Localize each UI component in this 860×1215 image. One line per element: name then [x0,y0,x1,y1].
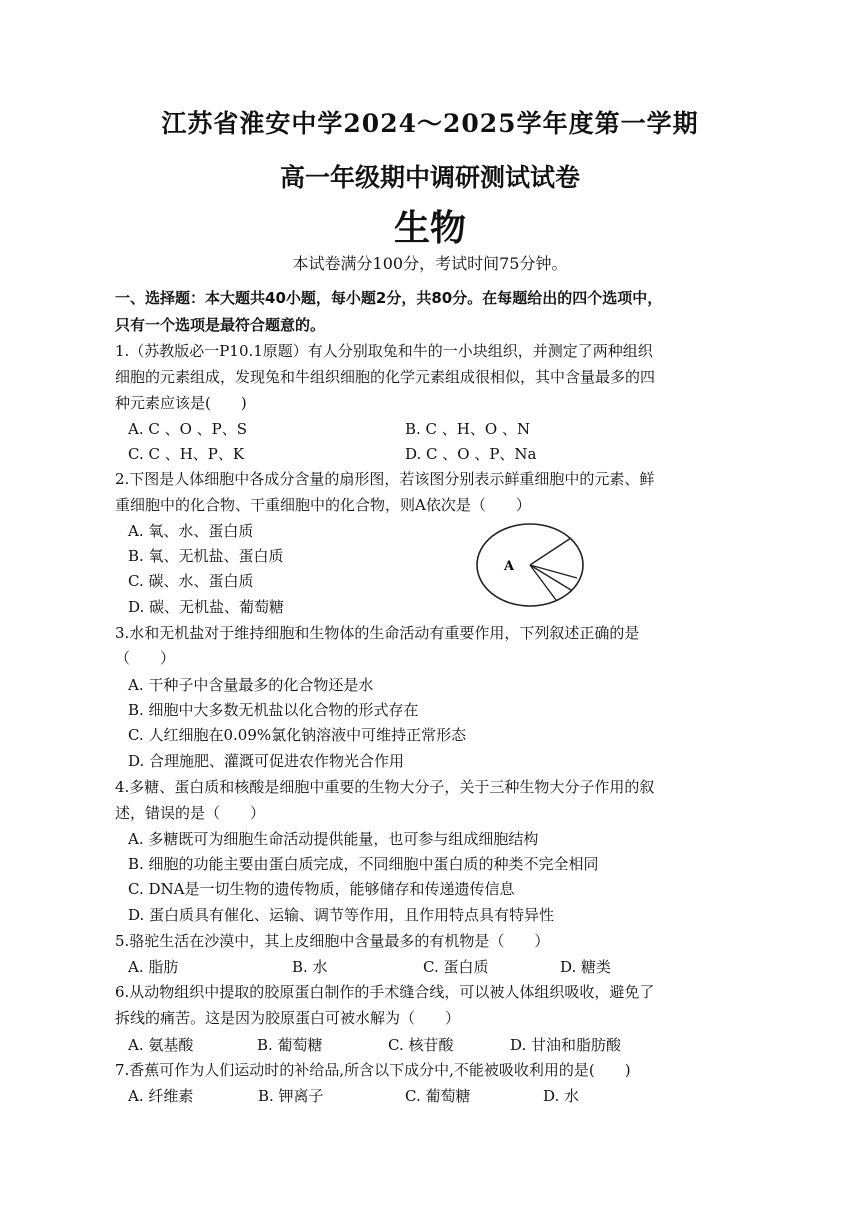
question-3-option-d: D. 合理施肥、灌溉可促进农作物光合作用 [128,752,405,770]
question-4-line-2: 述，错误的是（ ） [115,804,266,822]
exam-title: 高一年级期中调研测试试卷 [279,163,580,192]
question-7-option-b: B. 钾离子 [258,1087,324,1105]
question-1-option-b: B. C 、H、O 、N [405,420,531,438]
question-3-option-b: B. 细胞中大多数无机盐以化合物的形式存在 [128,701,419,719]
question-3-line-2: （ ） [115,649,176,667]
question-5-option-c: C. 蛋白质 [423,958,489,976]
question-2-option-c: C. 碳、水、蛋白质 [128,572,254,590]
question-6-option-d: D. 甘油和脂肪酸 [510,1036,622,1054]
question-2-option-a: A. 氧、水、蛋白质 [128,522,254,540]
pie-divider-4 [530,565,556,600]
question-2-line-2: 重细胞中的化合物、干重细胞中的化合物，则A依次是（ ） [115,496,531,514]
question-4-option-a: A. 多糖既可为细胞生命活动提供能量，也可参与组成细胞结构 [128,830,539,848]
question-7-option-c: C. 葡萄糖 [405,1087,471,1105]
question-7-line-1: 7.香蕉可作为人们运动时的补给品,所含以下成分中,不能被吸收利用的是( ) [115,1061,631,1079]
question-5-line-1: 5.骆驼生活在沙漠中，其上皮细胞中含量最多的有机物是（ ） [115,932,550,950]
question-7-option-d: D. 水 [543,1087,580,1105]
question-2-option-b: B. 氧、无机盐、蛋白质 [128,547,284,565]
question-5-option-a: A. 脂肪 [128,958,179,976]
question-4-option-d: D. 蛋白质具有催化、运输、调节等作用，且作用特点具有特异性 [128,906,555,924]
question-1-line-2: 细胞的元素组成，发现兔和牛组织细胞的化学元素组成很相似，其中含量最多的四 [115,368,656,386]
question-5-option-d: D. 糖类 [560,958,612,976]
question-2-option-d: D. 碳、无机盐、葡萄糖 [128,598,285,616]
question-6-option-a: A. 氨基酸 [128,1036,194,1054]
question-1-option-a: A. C 、O 、P、S [128,420,248,438]
question-3-option-a: A. 干种子中含量最多的化合物还是水 [128,676,374,694]
section-heading-line2: 只有一个选项是最符合题意的。 [115,316,326,334]
question-2-line-1: 2.下图是人体细胞中各成分含量的扇形图，若该图分别表示鲜重细胞中的元素、鲜 [115,470,655,488]
question-6-line-1: 6.从动物组织中提取的胶原蛋白制作的手术缝合线，可以被人体组织吸收，避免了 [115,983,655,1001]
question-3-option-c: C. 人红细胞在0.09%氯化钠溶液中可维持正常形态 [128,726,467,744]
pie-label-a: A [504,559,515,574]
school-term-title: 江苏省淮安中学2024～2025学年度第一学期 [161,109,699,138]
question-1-option-c: C. C 、H、P、K [128,445,245,463]
question-6-option-b: B. 葡萄糖 [257,1036,323,1054]
pie-chart-figure [476,522,586,608]
question-7-option-a: A. 纤维素 [128,1087,194,1105]
question-5-option-b: B. 水 [292,958,328,976]
question-4-line-1: 4.多糖、蛋白质和核酸是细胞中重要的生物大分子，关于三种生物大分子作用的叙 [115,778,655,796]
pie-divider-2 [530,565,577,578]
question-1-line-3: 种元素应该是( ) [115,394,247,412]
exam-info: 本试卷满分100分，考试时间75分钟。 [292,254,568,273]
pie-divider-1 [530,538,571,565]
question-1-option-d: D. C 、O 、P、Na [405,445,537,463]
question-3-line-1: 3.水和无机盐对于维持细胞和生物体的生命活动有重要作用，下列叙述正确的是 [115,624,640,642]
section-heading-line1: 一、选择题：本大题共40小题，每小题2分，共80分。在每题给出的四个选项中， [115,289,663,307]
question-1-line-1: 1.（苏教版必一P10.1原题）有人分别取兔和牛的一小块组织，并测定了两种组织 [115,342,653,360]
subject-title: 生物 [393,208,466,249]
question-4-option-b: B. 细胞的功能主要由蛋白质完成，不同细胞中蛋白质的种类不完全相同 [128,855,599,873]
pie-divider-3 [530,565,571,590]
question-4-option-c: C. DNA是一切生物的遗传物质，能够储存和传递遗传信息 [128,880,515,898]
question-6-option-c: C. 核苷酸 [388,1036,454,1054]
question-6-line-2: 拆线的痛苦。这是因为胶原蛋白可被水解为（ ） [115,1009,461,1027]
